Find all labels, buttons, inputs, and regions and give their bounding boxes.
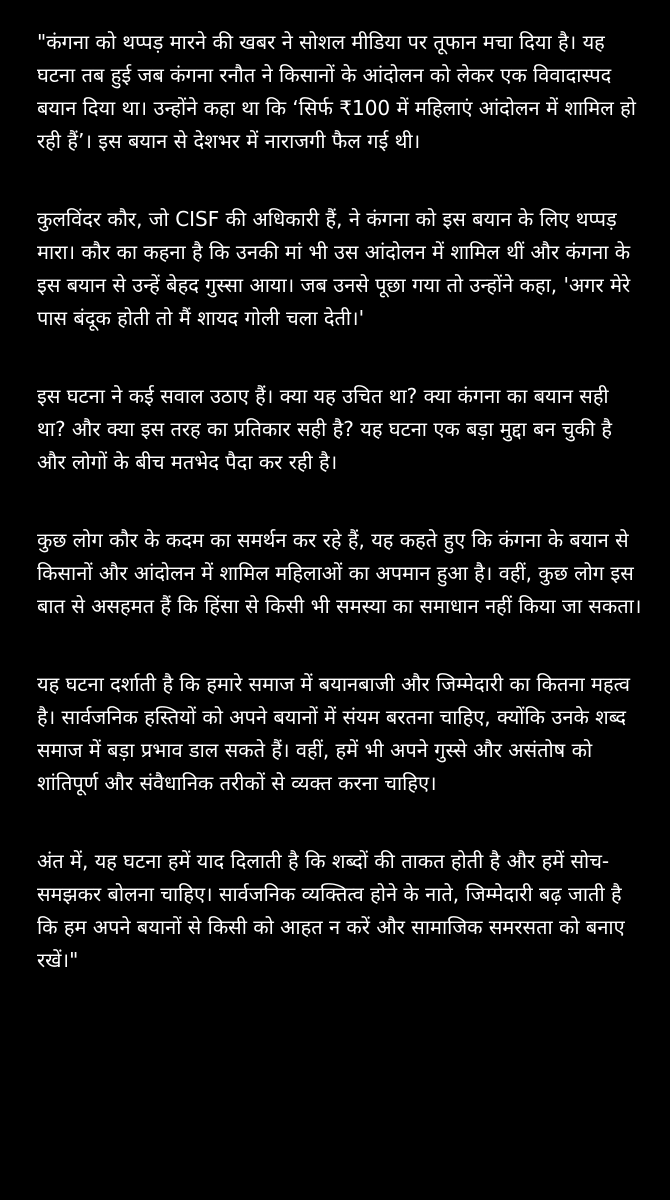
paragraph-6: अंत में, यह घटना हमें याद दिलाती है कि शब्दों की ताकत होती है और हमें सोच-समझकर बोलना चाहिए। सार्वजनिक व्यक्तित्व होने के नाते, जिम्मेदारी बढ़ जाती है कि हम अपने बयानों से किसी को आहत न करें और सामाजिक समरसता को बनाए रखें।": [37, 849, 625, 972]
paragraph-2: कुलविंदर कौर, जो CISF की अधिकारी हैं, ने कंगना को इस बयान के लिए थप्पड़ मारा। कौर का कहना है कि उनकी मां भी उस आंदोलन में शामिल थीं और कंगना के इस बयान से उन्हें बेहद गुस्सा आया। जब उनसे पूछा गया तो उन्होंने कहा, 'अगर मेरे पास बंदूक होती तो मैं शायद गोली चला देती।': [37, 207, 631, 330]
paragraph-5: यह घटना दर्शाती है कि हमारे समाज में बयानबाजी और जिम्मेदारी का कितना महत्व है। सार्वजनिक हस्तियों को अपने बयानों में संयम बरतना चाहिए, क्योंकि उनके शब्द समाज में बड़ा प्रभाव डाल सकते हैं। वहीं, हमें भी अपने गुस्से और असंतोष को शांतिपूर्ण और संवैधानिक तरीकों से व्यक्त करना चाहिए।: [37, 672, 631, 795]
paragraph-4: कुछ लोग कौर के कदम का समर्थन कर रहे हैं, यह कहते हुए कि कंगना के बयान से किसानों और आंदोलन में शामिल महिलाओं का अपमान हुआ है। वहीं, कुछ लोग इस बात से असहमत हैं कि हिंसा से किसी भी समस्या का समाधान नहीं किया जा सकता।: [37, 528, 642, 618]
paragraph-3: इस घटना ने कई सवाल उठाए हैं। क्या यह उचित था? क्या कंगना का बयान सही था? और क्या इस तरह का प्रतिकार सही है? यह घटना एक बड़ा मुद्दा बन चुकी है और लोगों के बीच मतभेद पैदा कर रही है।: [37, 384, 613, 474]
paragraph-1: "कंगना को थप्पड़ मारने की खबर ने सोशल मीडिया पर तूफान मचा दिया है। यह घटना तब हुई जब कंगना रनौत ने किसानों के आंदोलन को लेकर एक विवादास्पद बयान दिया था। उन्होंने कहा था कि ‘सिर्फ ₹100 में महिलाएं आंदोलन में शामिल हो रही हैं’। इस बयान से देशभर में नाराजगी फैल गई थी।: [37, 30, 636, 153]
